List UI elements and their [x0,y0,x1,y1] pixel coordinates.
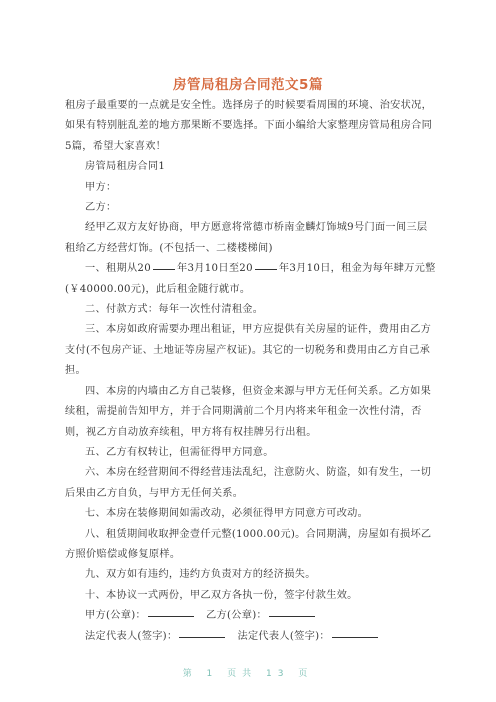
clause-3: 三、本房如政府需要办理出租证，甲方应提供有关房屋的证件，费用由乙方支付(不包房产证、土地证等房屋产权证)。其它的一切税务和费用由乙方自己承担。 [65,324,432,377]
clause-2: 二、付款方式：每年一次性付清租金。 [85,304,264,316]
clause-5: 五、乙方有权转让，但需征得甲方同意。 [85,446,274,458]
intro-paragraph: 租房子最重要的一点就是安全性。选择房子的时候要看周围的环境、治安状况，如果有特别脏乱差的地方那果断不要选择。下面小编给大家整理房管局租房合同5篇，希望大家喜欢！ [65,100,433,152]
clause-9: 九、双方如有违约，违约方负责对方的经济损失。 [85,569,316,581]
clause-8: 八、租赁期间收取押金壹仟元整(1000.00元)。合同期满，房屋如有损坏乙方照价赔偿或修复原样。 [65,528,432,560]
clause-7: 七、本房在装修期间如需改动，必须征得甲方同意方可改动。 [85,508,369,520]
clause-1-part-a: 一、租期从20 [85,263,152,275]
party-b-seal-blank [269,615,315,617]
clause-10: 十、本协议一式两份，甲乙双方各执一份，签字付款生效。 [85,589,358,601]
clause-1-part-c: 年3月10日，租金为每年肆万元整(￥40000.00元)，此后租金随行就市。 [65,263,436,295]
clause-4: 四、本房的内墙由乙方自己装修，但资金来源与甲方无任何关系。乙方如果续租，需提前告知甲方，并于合同期满前二个月内将来年租金一次性付清，否则，视乙方自动放弃续租，甲方将有权挂牌另行出租。 [65,385,432,438]
party-b-seal-label: 乙方(公章)： [206,610,267,622]
party-b-line: 乙方： [85,202,117,214]
document-title: 房管局租房合同范文5篇 [173,77,323,93]
year-blank-2 [255,268,277,270]
party-a-seal-label: 甲方(公章)： [85,610,146,622]
party-a-seal-blank [148,615,194,617]
clause-1 [65,259,437,300]
seal-line [65,606,437,626]
page-number-footer: 第 1 页共 13 页 [182,669,314,679]
preamble-paragraph: 经甲乙双方友好协商，甲方愿意将常德市桥南金麟灯饰城9号门面一间三层租给乙方经营灯饰。(不包括一、二楼楼梯间) [65,222,428,254]
representative-line [65,627,437,647]
party-a-rep-blank [179,636,225,638]
year-blank-1 [153,268,175,270]
party-b-rep-blank [332,636,378,638]
party-a-line: 甲方： [85,181,117,193]
clause-1-part-b: 年3月10日至20 [177,263,253,275]
party-a-rep-label: 法定代表人(签字)： [85,630,178,642]
clause-6: 六、本房在经营期间不得经营违法乱纪，注意防火、防盗，如有发生，一切后果由乙方自负，与甲方无任何关系。 [65,467,432,499]
document-body [65,96,437,647]
contract-title: 房管局租房合同1 [85,161,166,173]
party-b-rep-label: 法定代表人(签字)： [237,630,330,642]
